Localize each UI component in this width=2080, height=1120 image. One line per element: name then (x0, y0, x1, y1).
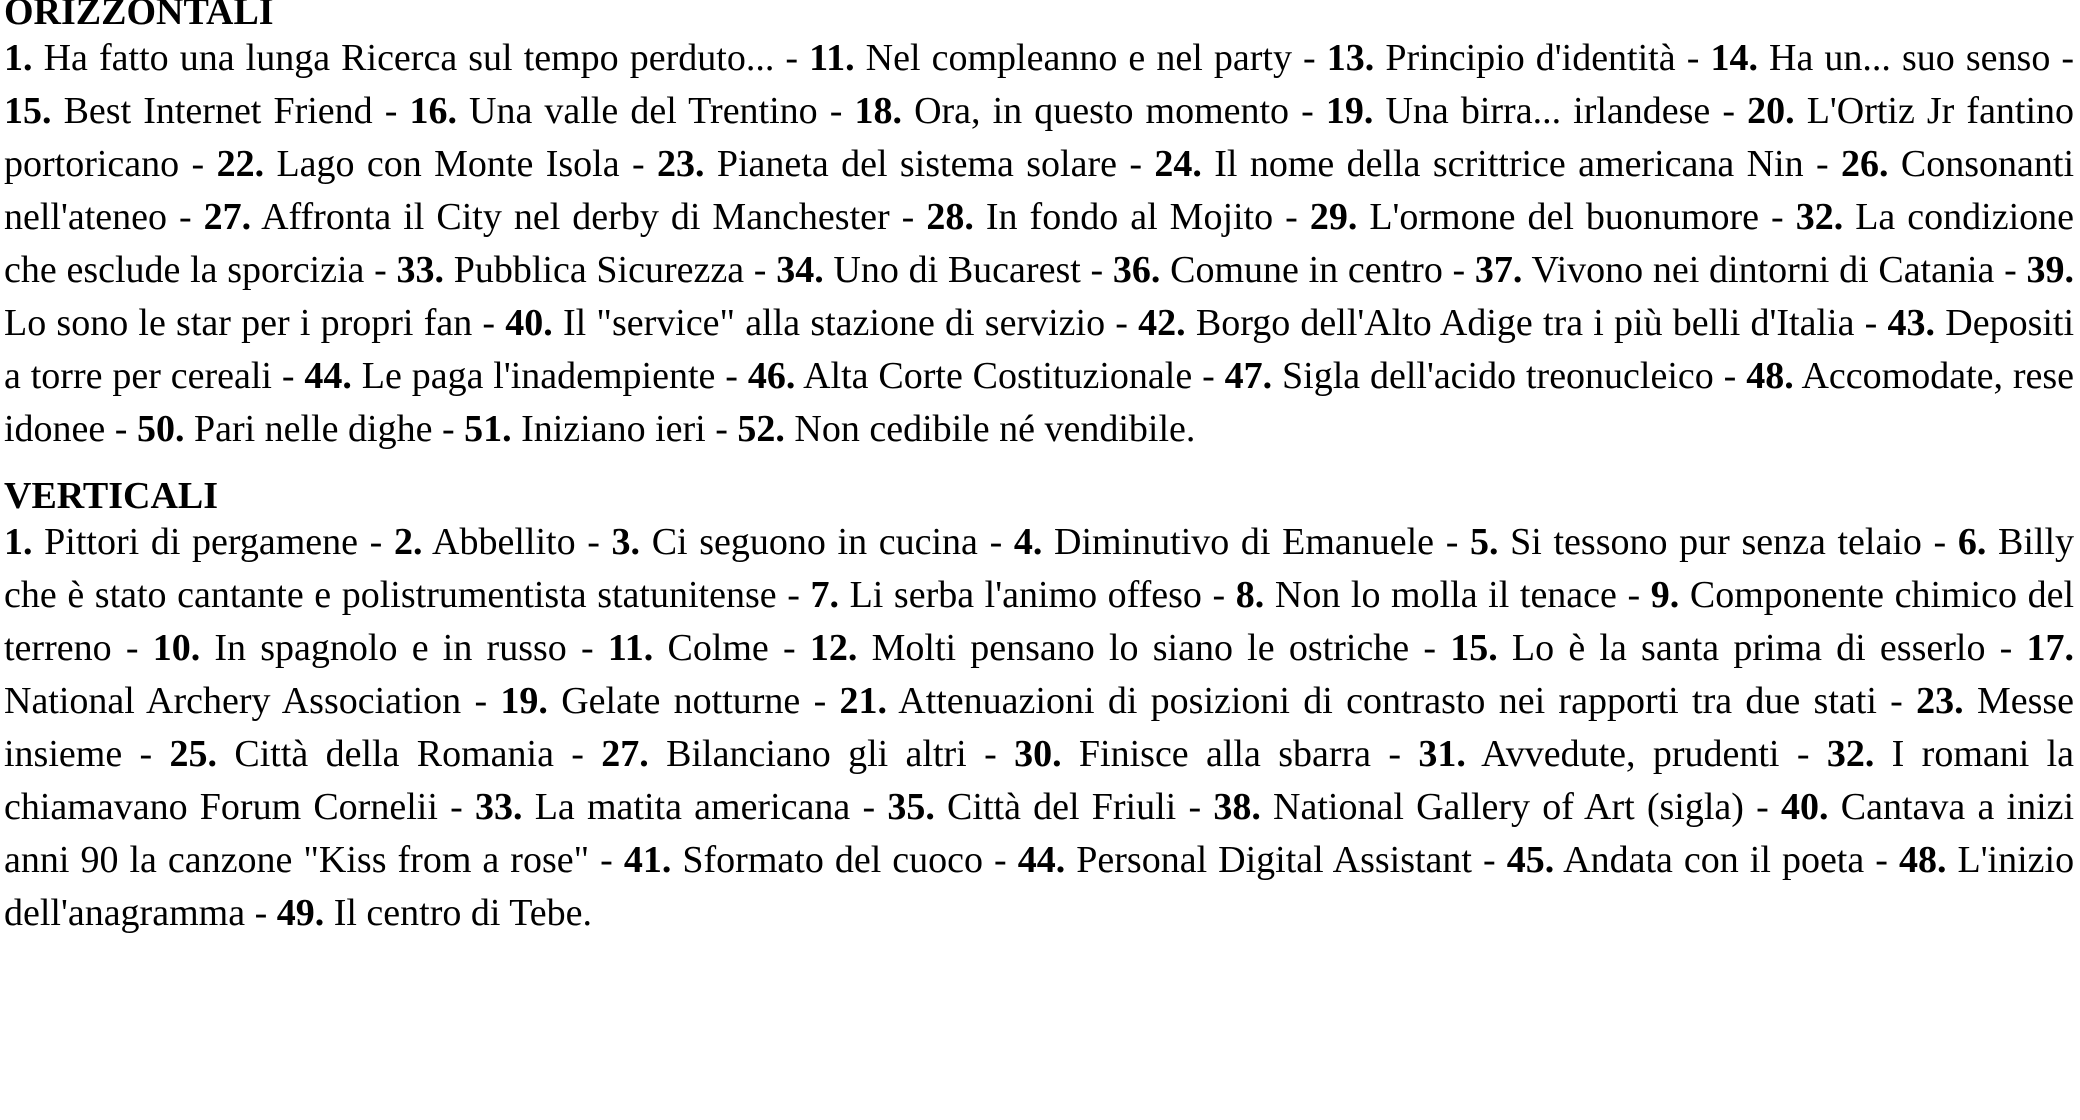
clue-text: Lo sono le star per i propri fan (4, 302, 473, 344)
clue-item (153, 627, 567, 669)
clue-text: Vivono nei dintorni di Catania (1531, 249, 1995, 291)
clue-text: Le paga l'inadempiente (361, 355, 716, 397)
clue-number: 46. (747, 355, 796, 397)
clue-number: 10. (152, 627, 201, 669)
clue-text: Nel compleanno e nel party (865, 37, 1292, 79)
clue-number: 13. (1326, 37, 1375, 79)
clue-item (1327, 37, 1676, 79)
clue-text: Diminutivo di Emanuele (1054, 521, 1435, 563)
clue-item (1236, 574, 1617, 616)
clue-item (217, 143, 620, 185)
clue-number: 1. (4, 37, 33, 79)
clue-item (748, 355, 1192, 397)
clue-text: Ora, in questo momento (914, 90, 1290, 132)
clue-item (1113, 249, 1443, 291)
clue-number: 22. (216, 143, 265, 185)
clue-number: 28. (926, 196, 974, 238)
clue-item (1154, 143, 1803, 185)
clue-number: 16. (409, 90, 457, 132)
clue-number: 18. (854, 90, 902, 132)
clue-text: National Gallery of Art (sigla) (1273, 786, 1744, 828)
clue-item (4, 90, 373, 132)
verticali-clues: 1. Pittori di pergamene - 2. Abbellito - 3. Ci seguono in cucina - 4. Diminutivo di Emanuele - 5. Si tessono pur senza telaio - 6. Billy che è stato cantante e polistrumentista statunitense - 7. Li serba l'animo offeso - 8. Non lo molla il tenace - 9. Componente chimico del terreno - 10. In spagnolo e in russo - 11. Colme - 12. Molti pensano lo siano le ostriche - 15. Lo è la santa prima di esserlo - 17. National Archery Association - 19. Gelate notturne - 21. Attenuazioni di posizioni di contrasto nei rapporti tra due stati - 23. Messe insieme - 25. Città della Romania - 27. Bilanciano gli altri - 30. Finisce alla sbarra - 31. Avvedute, prudenti - 32. I romani la chiamavano Forum Cornelii - 33. La matita americana - 35. Città del Friuli - 38. National Gallery of Art (sigla) - 40. Cantava a inizi anni 90 la canzone "Kiss from a rose" - 41. Sformato del cuoco - 44. Personal Digital Assistant - 45. Andata con il poeta - 48. L'inizio dell'anagramma - 49. Il centro di Tebe. (4, 521, 2075, 934)
clue-text: Li serba l'animo offeso (849, 574, 1202, 616)
clue-text: Alta Corte Costituzionale (803, 355, 1193, 397)
clue-number: 27. (203, 196, 252, 238)
verticali-title: VERTICALI (4, 475, 219, 517)
clue-number: 17. (2026, 627, 2075, 669)
clue-item (1213, 786, 1744, 828)
clue-text: Il nome della scrittrice americana Nin (1214, 143, 1804, 185)
clue-item (601, 733, 966, 775)
clue-number: 25. (169, 733, 218, 775)
clue-item (1310, 196, 1759, 238)
clue-item (1225, 355, 1714, 397)
clue-item (887, 786, 1176, 828)
clue-number: 19. (1325, 90, 1374, 132)
clue-number: 33. (396, 249, 444, 291)
clue-item (170, 733, 554, 775)
clue-text: Finisce alla sbarra (1078, 733, 1372, 775)
clue-number: 40. (1781, 786, 1829, 828)
clue-text: Attenuazioni di posizioni di contrasto nei rapporti tra due stati (898, 680, 1877, 722)
clue-text: Bilanciano gli altri (666, 733, 967, 775)
clue-text: Consonanti nell'ateneo (4, 143, 2075, 238)
clue-text: Si tessono pur senza telaio (1510, 521, 1922, 563)
clue-item (1470, 521, 1922, 563)
clue-item (608, 627, 769, 669)
clue-number: 2. (393, 521, 423, 563)
clue-number: 15. (1450, 627, 1498, 669)
clue-item (854, 90, 1289, 132)
clue-text: Molti pensano lo siano le ostriche (871, 627, 1410, 669)
clue-text: Colme (667, 627, 769, 669)
clue-number: 44. (1017, 839, 1066, 881)
clue-number: 21. (839, 680, 888, 722)
clue-text: Best Internet Friend (63, 90, 373, 132)
clue-number: 32. (1795, 196, 1844, 238)
clue-item (1418, 733, 1779, 775)
clue-number: 9. (1650, 574, 1680, 616)
clue-number: 52. (737, 408, 785, 450)
clue-text: Una valle del Trentino (469, 90, 818, 132)
clue-text: Billy che è stato cantante e polistrumentista statunitense (4, 521, 2075, 616)
clue-number: 7. (810, 574, 839, 616)
clue-item (1710, 37, 2050, 79)
clue-text: Avvedute, prudenti (1481, 733, 1780, 775)
clue-number: 11. (809, 37, 855, 79)
clue-number: 26. (1841, 143, 1889, 185)
clue-text: Pittori di pergamene (44, 521, 359, 563)
clue-text: Il centro di Tebe. (333, 892, 593, 934)
clue-number: 5. (1470, 521, 1499, 563)
clue-number: 34. (776, 249, 824, 291)
clue-text: Personal Digital Assistant (1076, 839, 1472, 881)
clue-text: Comune in centro (1170, 249, 1443, 291)
clue-item (475, 786, 850, 828)
clue-text: Uno di Bucarest (833, 249, 1081, 291)
clue-text: I romani la chiamavano Forum Cornelii (4, 733, 2075, 828)
clue-text: National Archery Association (4, 680, 462, 722)
clue-item (810, 627, 1409, 669)
clue-number: 32. (1826, 733, 1875, 775)
clue-item (657, 143, 1117, 185)
clue-text: Lo è la santa prima di esserlo (1511, 627, 1986, 669)
clue-item (624, 839, 983, 881)
clue-number: 20. (1747, 90, 1795, 132)
clue-text: Gelate notturne (561, 680, 801, 722)
clue-number: 6. (1957, 521, 1987, 563)
clue-number: 12. (809, 627, 858, 669)
clue-number: 39. (2026, 249, 2074, 291)
clue-item (1475, 249, 1994, 291)
clue-number: 37. (1474, 249, 1523, 291)
clue-number: 45. (1506, 839, 1555, 881)
clue-text: Pubblica Sicurezza (453, 249, 745, 291)
clue-text: Città del Friuli (947, 786, 1177, 828)
clue-number: 24. (1154, 143, 1202, 185)
clue-text: Sigla dell'acido treonucleico (1282, 355, 1714, 397)
clue-number: 33. (474, 786, 523, 828)
clue-number: 48. (1746, 355, 1794, 397)
clue-text: Abbellito (432, 521, 576, 563)
clue-number: 23. (1916, 680, 1964, 722)
clue-number: 11. (607, 627, 654, 669)
clue-item (810, 574, 1201, 616)
clue-text: La condizione che esclude la sporcizia (4, 196, 2075, 291)
clue-text: Affronta il City nel derby di Manchester (261, 196, 890, 238)
clue-text: Ha fatto una lunga Ricerca sul tempo perduto... (43, 37, 775, 79)
clue-item (840, 680, 1877, 722)
clue-number: 3. (611, 521, 641, 563)
clue-item (1507, 839, 1865, 881)
clue-item (505, 302, 1105, 344)
clue-item (304, 355, 715, 397)
clue-text: La matita americana (534, 786, 851, 828)
clue-number: 23. (656, 143, 705, 185)
clue-number: 8. (1235, 574, 1265, 616)
clue-item (737, 408, 1195, 450)
clue-number: 35. (887, 786, 935, 828)
clue-item (394, 521, 576, 563)
clue-text: Città della Romania (234, 733, 554, 775)
clue-number: 31. (1418, 733, 1466, 775)
clue-text: Lago con Monte Isola (276, 143, 620, 185)
clue-number: 29. (1309, 196, 1358, 238)
clue-number: 50. (136, 408, 185, 450)
orizzontali-title: ORIZZONTALI (4, 0, 274, 33)
clue-item (277, 892, 592, 934)
clue-number: 48. (1898, 839, 1947, 881)
clue-text: Messe insieme (4, 680, 2075, 775)
clue-text: Pianeta del sistema solare (716, 143, 1117, 185)
clue-item (1326, 90, 1710, 132)
clue-text: Non lo molla il tenace (1274, 574, 1617, 616)
clue-text: Il "service" alla stazione di servizio (563, 302, 1106, 344)
clue-number: 14. (1710, 37, 1758, 79)
clue-text: Ha un... suo senso (1769, 37, 2051, 79)
clue-item (464, 408, 706, 450)
clue-text: Componente chimico del terreno (4, 574, 2075, 669)
clue-number: 38. (1213, 786, 1261, 828)
clue-text: Iniziano ieri (521, 408, 706, 450)
clue-item (397, 249, 745, 291)
clue-number: 43. (1887, 302, 1936, 344)
clue-number: 30. (1014, 733, 1062, 775)
orizzontali-clues: 1. Ha fatto una lunga Ricerca sul tempo perduto... - 11. Nel compleanno e nel party - 13. Principio d'identità - 14. Ha un... suo senso - 15. Best Internet Friend - 16. Una valle del Trentino - 18. Ora, in questo momento - 19. Una birra... irlandese - 20. L'Ortiz Jr fantino portoricano - 22. Lago con Monte Isola - 23. Pianeta del sistema solare - 24. Il nome della scrittrice americana Nin - 26. Consonanti nell'ateneo - 27. Affronta il City nel derby di Manchester - 28. In fondo al Mojito - 29. L'ormone del buonumore - 32. La condizione che esclude la sporcizia - 33. Pubblica Sicurezza - 34. Uno di Bucarest - 36. Comune in centro - 37. Vivono nei dintorni di Catania - 39. Lo sono le star per i propri fan - 40. Il "service" alla stazione di servizio - 42. Borgo dell'Alto Adige tra i più belli d'Italia - 43. Depositi a torre per cereali - 44. Le paga l'inadempiente - 46. Alta Corte Costituzionale - 47. Sigla dell'acido treonucleico - 48. Accomodate, rese idonee - 50. Pari nelle dighe - 51. Iniziano ieri - 52. Non cedibile né vendibile. (4, 37, 2075, 450)
clue-item (1014, 733, 1371, 775)
clue-number: 51. (464, 408, 512, 450)
clue-text: Una birra... irlandese (1385, 90, 1711, 132)
clue-number: 49. (276, 892, 325, 934)
clue-text: Sformato del cuoco (682, 839, 984, 881)
clue-text: L'Ortiz Jr fantino portoricano (4, 90, 2075, 185)
clue-number: 44. (304, 355, 352, 397)
clue-text: In spagnolo e in russo (214, 627, 567, 669)
clue-item (926, 196, 1273, 238)
clue-number: 42. (1138, 302, 1186, 344)
clue-item (500, 680, 800, 722)
clue-text: Cantava a inizi anni 90 la canzone "Kiss from a rose" (4, 786, 2075, 881)
clue-number: 1. (4, 521, 33, 563)
clue-text: Pari nelle dighe (193, 408, 433, 450)
clue-text: L'inizio dell'anagramma (4, 839, 2075, 934)
clue-item (776, 249, 1081, 291)
clue-item (409, 90, 817, 132)
clue-item (1018, 839, 1472, 881)
clue-number: 15. (4, 90, 52, 132)
clue-item (1138, 302, 1854, 344)
clue-number: 41. (623, 839, 672, 881)
clue-item (4, 37, 774, 79)
clue-item (4, 521, 358, 563)
clue-text: Ci seguono in cucina (651, 521, 978, 563)
clue-item (809, 37, 1292, 79)
clue-number: 47. (1224, 355, 1273, 397)
clue-number: 27. (601, 733, 649, 775)
clue-item (612, 521, 978, 563)
clue-text: L'ormone del buonumore (1369, 196, 1759, 238)
clue-text: Non cedibile né vendibile. (794, 408, 1196, 450)
clue-text: Depositi a torre per cereali (4, 302, 2075, 397)
clue-text: Borgo dell'Alto Adige tra i più belli d'Italia (1195, 302, 1855, 344)
clue-number: 19. (500, 680, 548, 722)
clue-text: Accomodate, rese idonee (4, 355, 2075, 450)
clue-item (204, 196, 890, 238)
clue-number: 4. (1013, 521, 1043, 563)
clue-number: 40. (505, 302, 553, 344)
clue-item (1014, 521, 1434, 563)
clue-number: 36. (1112, 249, 1161, 291)
clue-item (1450, 627, 1985, 669)
clue-text: Andata con il poeta (1563, 839, 1865, 881)
clue-text: In fondo al Mojito (985, 196, 1274, 238)
clue-item (137, 408, 432, 450)
clue-text: Principio d'identità (1385, 37, 1676, 79)
